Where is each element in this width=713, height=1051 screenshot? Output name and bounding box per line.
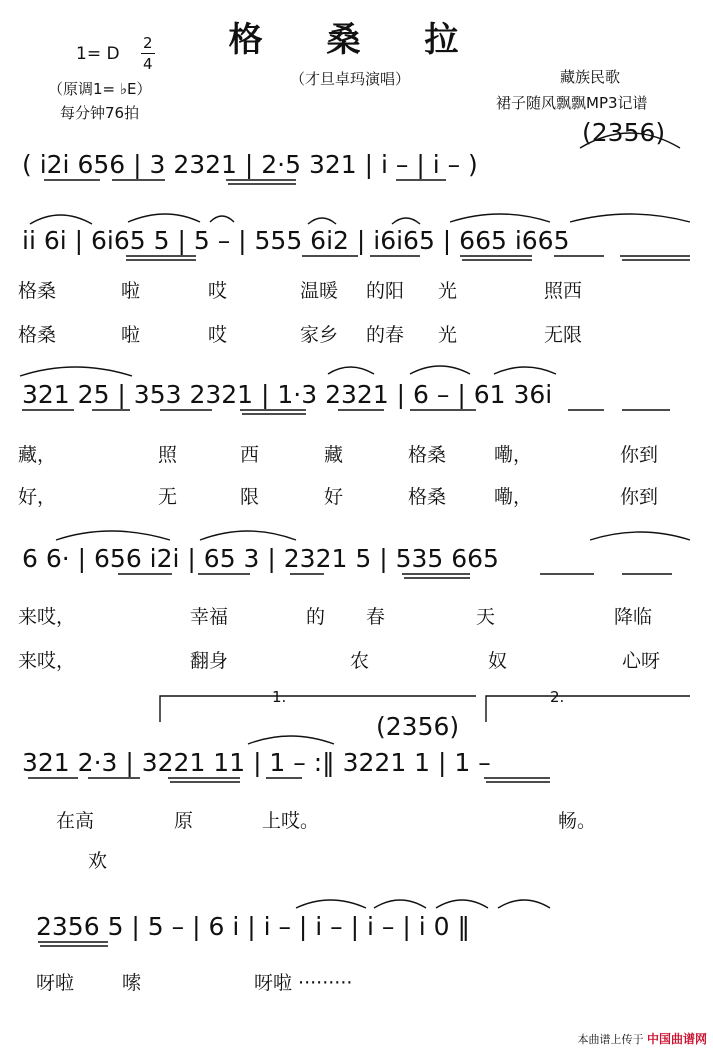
time-signature-bottom: 4 — [143, 55, 153, 73]
lyric-word: 格桑 — [408, 444, 447, 466]
site-logo[interactable]: 中国曲谱网 — [646, 1032, 707, 1046]
lyric-word: 格桑 — [408, 486, 447, 508]
row2-notes: ii 6i | 6i65 5 | 5 – | 555 6i2 | i6i65 | 665 i665 — [22, 226, 570, 255]
footer-attribution — [577, 1030, 707, 1047]
lyric-word: 来哎， — [18, 650, 76, 672]
lyric-word: 无 — [158, 486, 178, 508]
lyric-word: 来哎， — [18, 606, 76, 628]
lyric-word: 农 — [350, 650, 370, 672]
lyric-word: 光 — [438, 280, 458, 302]
lyric-word: 幸福 — [190, 606, 229, 628]
row1-notes: ( i2i 656 | 3 2321 | 2·5 321 | i – | i – ) — [22, 150, 478, 179]
row5-notes: 321 2·3 | 3221 11 | 1 – :‖ 3221 1 | 1 – — [22, 748, 491, 777]
lyric-word: 欢 — [88, 850, 108, 872]
lyric-word: 照西 — [544, 280, 583, 302]
lyric-word: 藏， — [18, 444, 57, 466]
performer: （才旦卓玛演唱） — [290, 70, 411, 88]
key-signature: 1= D — [76, 44, 120, 64]
lyric-word: 温暖 — [300, 280, 339, 302]
tempo: 每分钟76拍 — [60, 104, 140, 122]
lyric-word: 在高 — [56, 810, 95, 832]
lyric-word: 格桑 — [18, 324, 57, 346]
lyric-word: 家乡 — [300, 324, 339, 346]
lyric-word: 呀啦 ········· — [254, 972, 353, 994]
lyric-word: 的春 — [366, 324, 405, 346]
lyric-word: 啦 — [121, 324, 141, 346]
lyric-word: 天 — [476, 606, 496, 628]
lyric-word: 嘞， — [494, 486, 533, 508]
genre: 藏族民歌 — [560, 68, 621, 86]
lyric-word: 好 — [324, 486, 344, 508]
lyric-word: 的阳 — [366, 280, 405, 302]
lyric-word: 啦 — [121, 280, 141, 302]
lyric-word: 照 — [158, 444, 178, 466]
row5-parenthetical: (2356) — [376, 712, 460, 741]
lyric-word: 藏 — [324, 444, 344, 466]
lyric-word: 哎 — [208, 280, 228, 302]
lyric-word: 嘞， — [494, 444, 533, 466]
transcriber: 裙子随风飘飘MP3记谱 — [496, 94, 648, 112]
lyric-word: 呀啦 — [36, 972, 75, 994]
lyric-word: 翻身 — [190, 650, 229, 672]
lyric-word: 原 — [174, 810, 194, 832]
lyric-word: 降临 — [614, 606, 653, 628]
volta-second-ending: 2. — [550, 688, 565, 706]
lyric-word: 心呀 — [622, 650, 661, 672]
lyric-word: 限 — [240, 486, 260, 508]
lyric-word: 哎 — [208, 324, 228, 346]
lyric-word: 光 — [438, 324, 458, 346]
lyric-word: 格桑 — [18, 280, 57, 302]
lyric-word: 无限 — [544, 324, 583, 346]
row1-parenthetical: (2356) — [582, 118, 666, 147]
lyric-word: 的 — [306, 606, 326, 628]
lyric-word: 奴 — [488, 650, 508, 672]
lyric-word: 你到 — [620, 486, 659, 508]
row6-notes: 2356 5 | 5 – | 6 i | i – | i – | i – | i 0 ‖ — [36, 912, 470, 941]
lyric-word: 西 — [240, 444, 260, 466]
lyric-word: 春 — [366, 606, 386, 628]
time-signature-top: 2 — [143, 34, 153, 52]
row4-notes: 6 6· | 656 i2i | 65 3 | 2321 5 | 535 665 — [22, 544, 499, 573]
lyric-word: 好， — [18, 486, 57, 508]
lyric-word: 畅。 — [558, 810, 597, 832]
volta-first-ending: 1. — [272, 688, 287, 706]
lyric-word: 上哎。 — [262, 810, 320, 832]
row3-notes: 321 25 | 353 2321 | 1·3 2321 | 6 – | 61 36i — [22, 380, 553, 409]
lyric-word: 你到 — [620, 444, 659, 466]
song-title: 格 桑 拉 — [228, 20, 485, 60]
original-key: （原调1= ♭E） — [48, 80, 152, 98]
footer-text: 本曲谱上传于 — [577, 1033, 644, 1046]
lyric-word: 嗦 — [122, 972, 142, 994]
